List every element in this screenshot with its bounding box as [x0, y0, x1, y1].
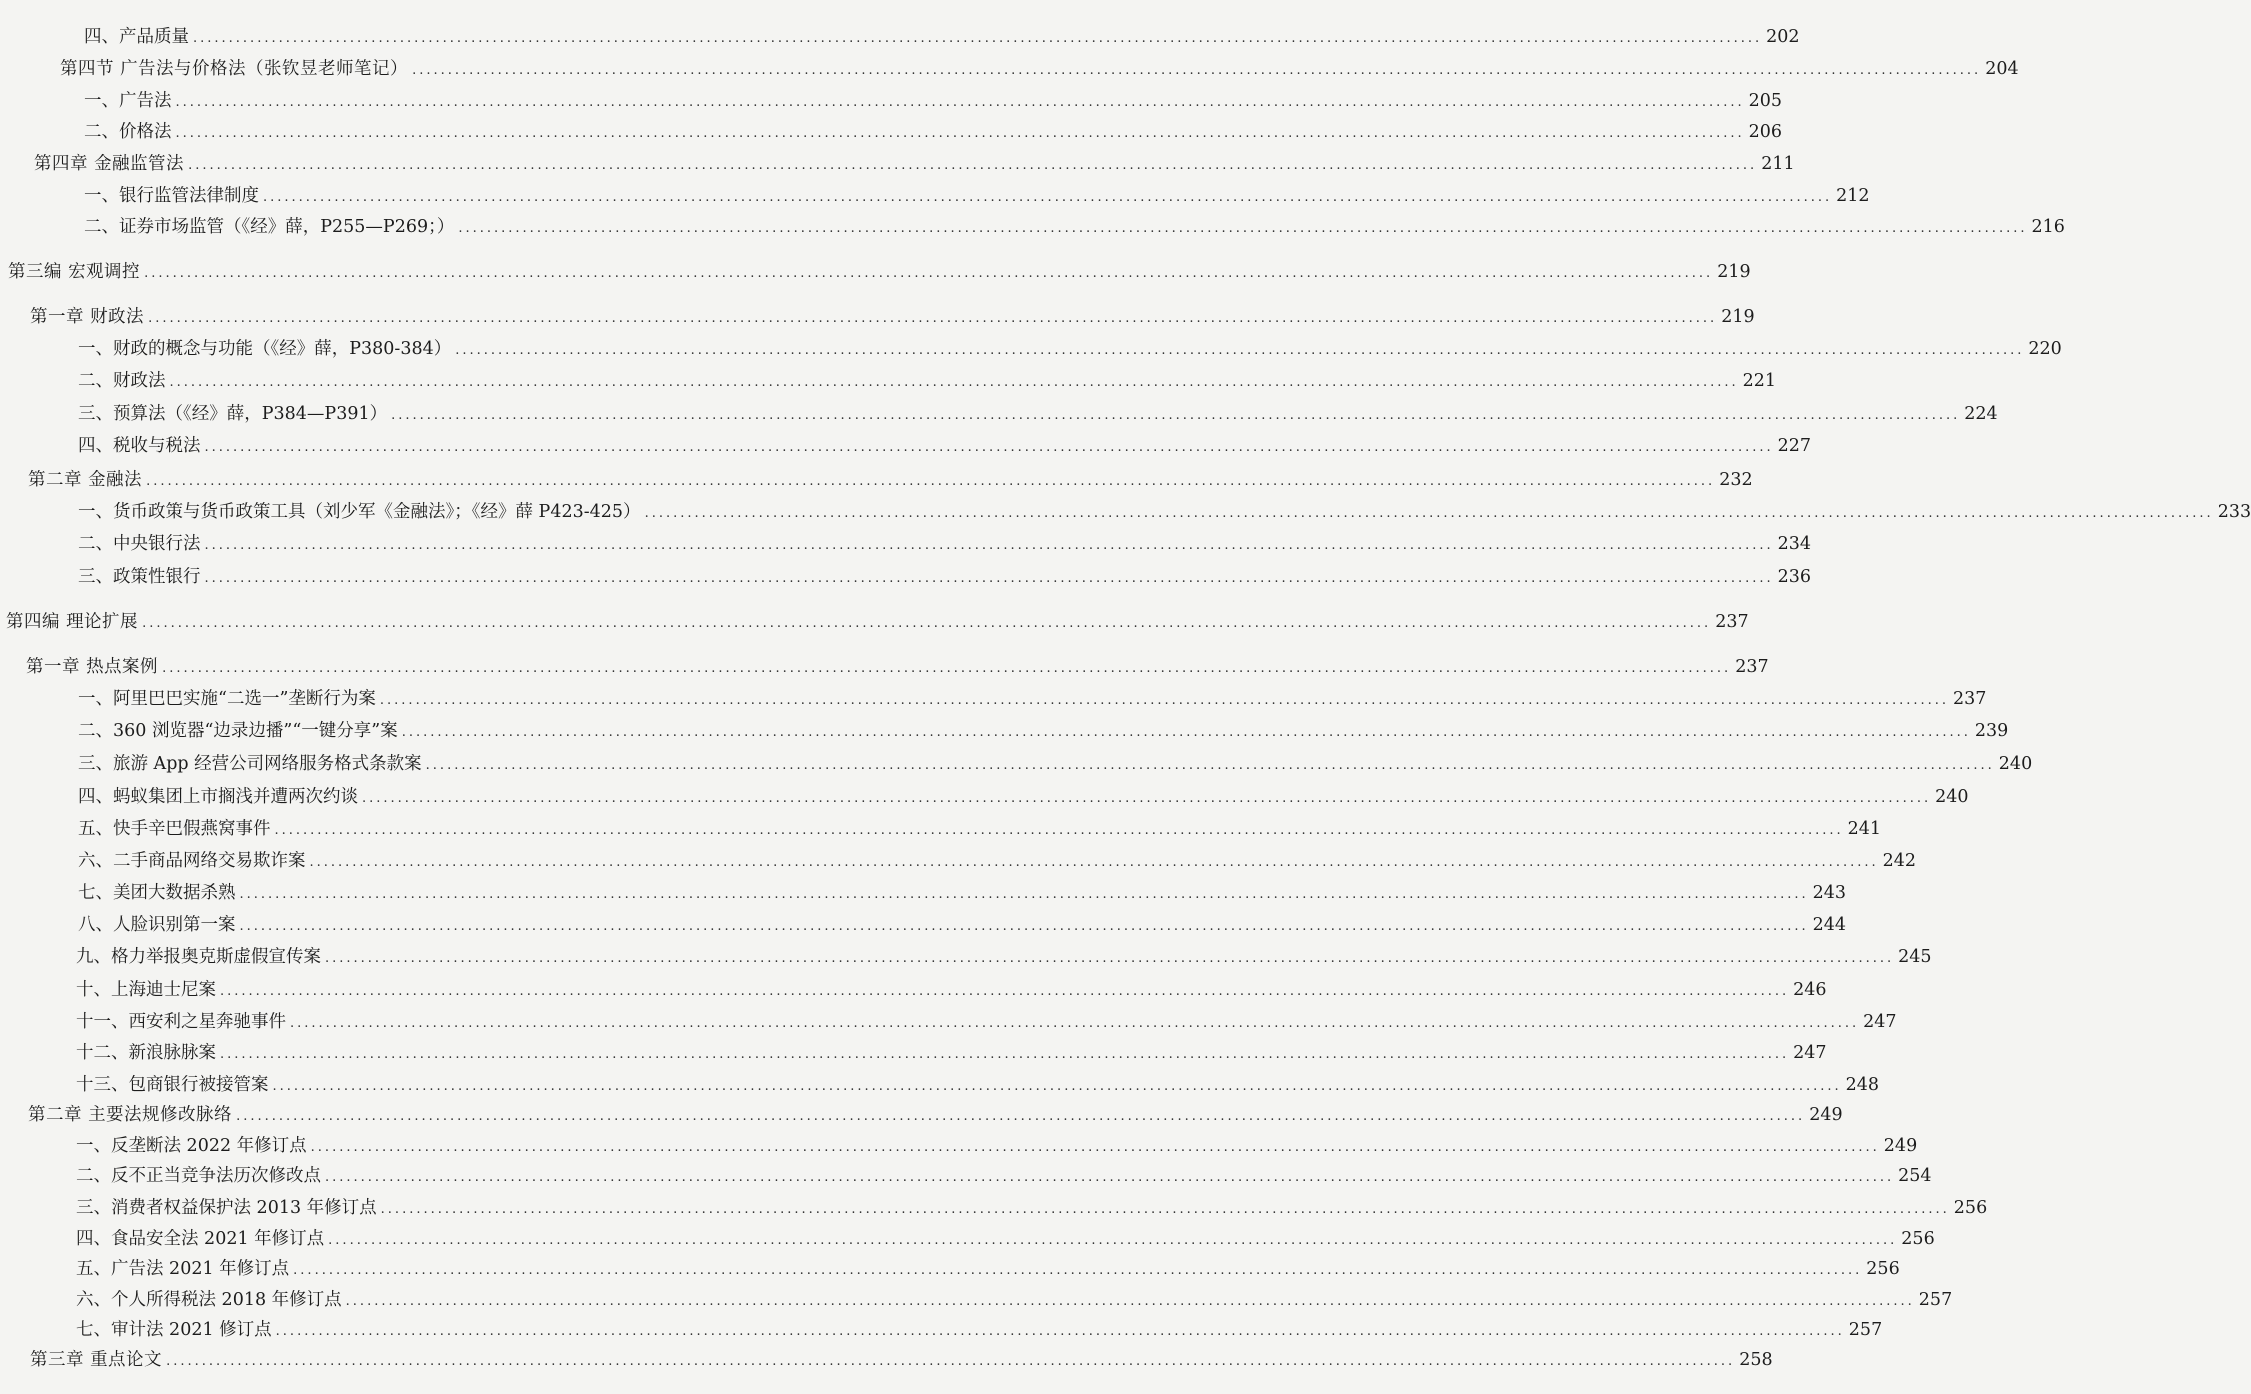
- toc-entry: [60, 58, 2019, 80]
- toc-entry-title: 二、财政法: [78, 371, 166, 391]
- dot-leader: ............................................................................................................................................................................................................................: [239, 919, 1809, 934]
- toc-entry-title: 二、证券市场监管（《经》薛，P255—P269；）: [84, 217, 455, 237]
- toc-entry-page-number: 244: [1812, 915, 1847, 935]
- dot-leader: ............................................................................................................................................................................................................................: [166, 1354, 1736, 1369]
- dot-leader: ............................................................................................................................................................................................................................: [401, 725, 1971, 740]
- toc-entry-page-number: 258: [1739, 1350, 1773, 1370]
- toc-entry-page-number: 202: [1766, 27, 1800, 47]
- toc-entry: [76, 1074, 1880, 1096]
- toc-entry: [76, 1228, 1935, 1250]
- toc-entry-title: 二、反不正当竞争法历次修改点: [76, 1166, 321, 1186]
- dot-leader: ............................................................................................................................................................................................................................: [325, 951, 1895, 966]
- toc-entry: [84, 121, 1783, 143]
- toc-entry-page-number: 211: [1761, 154, 1795, 174]
- toc-entry-page-number: 240: [1998, 754, 2033, 774]
- toc-entry: [78, 370, 1777, 392]
- dot-leader: ............................................................................................................................................................................................................................: [275, 1324, 1845, 1339]
- toc-entry: [76, 1011, 1897, 1033]
- toc-entry-title: 十一、西安利之星奔驰事件: [76, 1012, 286, 1032]
- toc-entry-page-number: 243: [1812, 883, 1847, 903]
- toc-entry-page-number: 247: [1863, 1012, 1897, 1032]
- toc-entry-page-number: 224: [1964, 404, 1998, 424]
- toc-entry-title: 四、蚂蚁集团上市搁浅并遭两次约谈: [78, 787, 358, 807]
- toc-entry: [78, 501, 2251, 523]
- dot-leader: ............................................................................................................................................................................................................................: [274, 823, 1844, 838]
- dot-leader: ............................................................................................................................................................................................................................: [458, 221, 2028, 236]
- toc-entry-page-number: 257: [1918, 1290, 1953, 1310]
- dot-leader: ............................................................................................................................................................................................................................: [379, 693, 1950, 708]
- toc-entry: [8, 261, 1751, 283]
- dot-leader: ............................................................................................................................................................................................................................: [425, 758, 1995, 773]
- toc-entry-title: 十二、新浪脉脉案: [76, 1043, 216, 1063]
- toc-entry: [78, 338, 2062, 360]
- toc-entry: [84, 90, 1783, 112]
- toc-entry-page-number: 257: [1848, 1320, 1883, 1340]
- toc-entry-title: 二、中央银行法: [78, 534, 201, 554]
- toc-entry-page-number: 233: [2217, 502, 2251, 522]
- toc-entry-page-number: 254: [1898, 1166, 1932, 1186]
- toc-entry-title: 六、二手商品网络交易欺诈案: [78, 851, 306, 871]
- dot-leader: ............................................................................................................................................................................................................................: [290, 1016, 1860, 1031]
- toc-entry: [78, 533, 1812, 555]
- toc-entry-page-number: 232: [1719, 470, 1753, 490]
- toc-entry-title: 二、价格法: [84, 122, 172, 142]
- toc-entry: [78, 914, 1847, 936]
- toc-entry-page-number: 249: [1883, 1136, 1918, 1156]
- dot-leader: ............................................................................................................................................................................................................................: [412, 63, 1982, 78]
- toc-entry-page-number: 246: [1793, 980, 1827, 1000]
- dot-leader: ............................................................................................................................................................................................................................: [345, 1294, 1915, 1309]
- toc-entry-page-number: 240: [1935, 787, 1969, 807]
- dot-leader: ............................................................................................................................................................................................................................: [204, 440, 1774, 455]
- toc-entry-title: 一、财政的概念与功能（《经》薛，P380-384）: [78, 339, 452, 359]
- toc-entry-title: 七、审计法 2021 修订点: [76, 1320, 272, 1340]
- toc-entry: [78, 753, 2033, 775]
- toc-entry-title: 三、政策性银行: [78, 567, 201, 587]
- dot-leader: ............................................................................................................................................................................................................................: [220, 984, 1790, 999]
- dot-leader: ............................................................................................................................................................................................................................: [310, 1140, 1880, 1155]
- toc-entry: [78, 786, 1969, 808]
- toc-entry: [30, 306, 1755, 328]
- toc-entry-title: 第四节 广告法与价格法（张钦昱老师笔记）: [60, 59, 409, 79]
- toc-entry: [76, 1165, 1932, 1187]
- toc-entry: [78, 566, 1812, 588]
- toc-entry-page-number: 219: [1717, 262, 1751, 282]
- toc-entry-title: 六、个人所得税法 2018 年修订点: [76, 1290, 342, 1310]
- toc-entry-title: 二、360 浏览器“边录边播”“一键分享”案: [78, 721, 398, 741]
- toc-entry-title: 第一章 热点案例: [26, 657, 159, 677]
- toc-entry: [26, 656, 1769, 678]
- toc-entry-page-number: 206: [1748, 122, 1783, 142]
- toc-entry: [78, 688, 1987, 710]
- dot-leader: ............................................................................................................................................................................................................................: [169, 375, 1739, 390]
- toc-entry: [76, 1319, 1883, 1341]
- dot-leader: ............................................................................................................................................................................................................................: [362, 791, 1932, 806]
- toc-entry: [78, 435, 1812, 457]
- toc-entry: [78, 850, 1917, 872]
- dot-leader: ............................................................................................................................................................................................................................: [391, 408, 1961, 423]
- toc-entry-page-number: 256: [1901, 1229, 1935, 1249]
- toc-entry: [76, 1135, 1918, 1157]
- toc-entry-page-number: 212: [1836, 186, 1870, 206]
- toc-entry-page-number: 236: [1777, 567, 1812, 587]
- toc-entry-title: 三、预算法（《经》薛，P384—P391）: [78, 404, 388, 424]
- dot-leader: ............................................................................................................................................................................................................................: [328, 1233, 1898, 1248]
- toc-entry-title: 十三、包商银行被接管案: [76, 1075, 269, 1095]
- toc-entry-title: 四、食品安全法 2021 年修订点: [76, 1229, 325, 1249]
- dot-leader: ............................................................................................................................................................................................................................: [188, 158, 1758, 173]
- toc-entry: [76, 1042, 1827, 1064]
- dot-leader: ............................................................................................................................................................................................................................: [148, 311, 1718, 326]
- toc-entry-page-number: 204: [1985, 59, 2019, 79]
- dot-leader: ............................................................................................................................................................................................................................: [272, 1079, 1842, 1094]
- dot-leader: ............................................................................................................................................................................................................................: [380, 1202, 1950, 1217]
- toc-entry-page-number: 239: [1974, 721, 2009, 741]
- toc-entry-page-number: 237: [1953, 689, 1987, 709]
- toc-entry: [76, 979, 1827, 1001]
- toc-entry: [76, 1258, 1900, 1280]
- toc-entry-title: 七、美团大数据杀熟: [78, 883, 236, 903]
- toc-entry: [28, 1104, 1843, 1126]
- toc-entry: [78, 882, 1847, 904]
- toc-entry-page-number: 234: [1777, 534, 1812, 554]
- toc-entry-title: 十、上海迪士尼案: [76, 980, 216, 1000]
- toc-entry-page-number: 241: [1847, 819, 1882, 839]
- dot-leader: ............................................................................................................................................................................................................................: [263, 190, 1833, 205]
- toc-entry-title: 五、广告法 2021 年修订点: [76, 1259, 290, 1279]
- toc-entry-page-number: 248: [1845, 1075, 1880, 1095]
- dot-leader: ............................................................................................................................................................................................................................: [144, 266, 1714, 281]
- toc-entry-title: 第二章 主要法规修改脉络: [28, 1105, 233, 1125]
- dot-leader: ............................................................................................................................................................................................................................: [236, 1109, 1806, 1124]
- dot-leader: ............................................................................................................................................................................................................................: [644, 506, 2214, 521]
- toc-entry-title: 第三编 宏观调控: [8, 262, 141, 282]
- toc-entry-page-number: 256: [1866, 1259, 1900, 1279]
- dot-leader: ............................................................................................................................................................................................................................: [142, 616, 1712, 631]
- dot-leader: ............................................................................................................................................................................................................................: [293, 1263, 1863, 1278]
- toc-entry-page-number: 205: [1748, 91, 1783, 111]
- toc-entry: [76, 1289, 1953, 1311]
- toc-entry: [78, 403, 1998, 425]
- toc-entry: [84, 26, 1800, 48]
- dot-leader: ............................................................................................................................................................................................................................: [309, 855, 1879, 870]
- toc-entry: [78, 818, 1882, 840]
- toc-entry-title: 一、反垄断法 2022 年修订点: [76, 1136, 307, 1156]
- toc-entry-title: 第四章 金融监管法: [34, 154, 185, 174]
- toc-entry: [76, 946, 1932, 968]
- dot-leader: ............................................................................................................................................................................................................................: [455, 343, 2025, 358]
- toc-entry-page-number: 256: [1953, 1198, 1988, 1218]
- toc-entry-title: 五、快手辛巴假燕窝事件: [78, 819, 271, 839]
- toc-entry-page-number: 247: [1793, 1043, 1827, 1063]
- toc-entry-title: 一、广告法: [84, 91, 172, 111]
- toc-entry: [28, 469, 1753, 491]
- dot-leader: ............................................................................................................................................................................................................................: [220, 1047, 1790, 1062]
- toc-entry-title: 九、格力举报奥克斯虚假宣传案: [76, 947, 321, 967]
- toc-entry-page-number: 219: [1721, 307, 1755, 327]
- toc-entry-page-number: 216: [2031, 217, 2065, 237]
- toc-entry: [78, 720, 2009, 742]
- toc-entry-page-number: 227: [1777, 436, 1812, 456]
- toc-entry-title: 四、产品质量: [84, 27, 189, 47]
- toc-entry: [84, 185, 1870, 207]
- toc-entry: [30, 1349, 1773, 1371]
- toc-entry-title: 八、人脸识别第一案: [78, 915, 236, 935]
- toc-entry-page-number: 220: [2028, 339, 2062, 359]
- dot-leader: ............................................................................................................................................................................................................................: [162, 661, 1732, 676]
- toc-entry: [76, 1197, 1988, 1219]
- dot-leader: ............................................................................................................................................................................................................................: [239, 887, 1809, 902]
- dot-leader: ............................................................................................................................................................................................................................: [325, 1170, 1895, 1185]
- toc-entry-title: 第三章 重点论文: [30, 1350, 163, 1370]
- toc-entry: [6, 611, 1749, 633]
- dot-leader: ............................................................................................................................................................................................................................: [193, 31, 1763, 46]
- toc-entry-title: 三、消费者权益保护法 2013 年修订点: [76, 1198, 377, 1218]
- toc-entry-title: 一、阿里巴巴实施“二选一”垄断行为案: [78, 689, 376, 709]
- toc-entry-title: 第四编 理论扩展: [6, 612, 139, 632]
- toc-entry-page-number: 242: [1882, 851, 1917, 871]
- toc-entry-page-number: 237: [1735, 657, 1769, 677]
- dot-leader: ............................................................................................................................................................................................................................: [146, 474, 1716, 489]
- toc-entry-page-number: 237: [1715, 612, 1749, 632]
- toc-entry-page-number: 245: [1898, 947, 1932, 967]
- dot-leader: ............................................................................................................................................................................................................................: [204, 571, 1774, 586]
- toc-entry-page-number: 249: [1809, 1105, 1843, 1125]
- toc-entry-title: 一、银行监管法律制度: [84, 186, 259, 206]
- dot-leader: ............................................................................................................................................................................................................................: [175, 126, 1745, 141]
- toc-entry: [84, 216, 2065, 238]
- dot-leader: ............................................................................................................................................................................................................................: [175, 95, 1745, 110]
- toc-entry-title: 第一章 财政法: [30, 307, 145, 327]
- toc-entry: [34, 153, 1795, 175]
- dot-leader: ............................................................................................................................................................................................................................: [204, 538, 1774, 553]
- toc-entry-title: 四、税收与税法: [78, 436, 201, 456]
- toc-entry-title: 三、旅游 App 经营公司网络服务格式条款案: [78, 754, 422, 774]
- toc-entry-title: 第二章 金融法: [28, 470, 143, 490]
- toc-entry-page-number: 221: [1742, 371, 1777, 391]
- toc-entry-title: 一、货币政策与货币政策工具（刘少军《金融法》；《经》薛 P423-425）: [78, 502, 641, 522]
